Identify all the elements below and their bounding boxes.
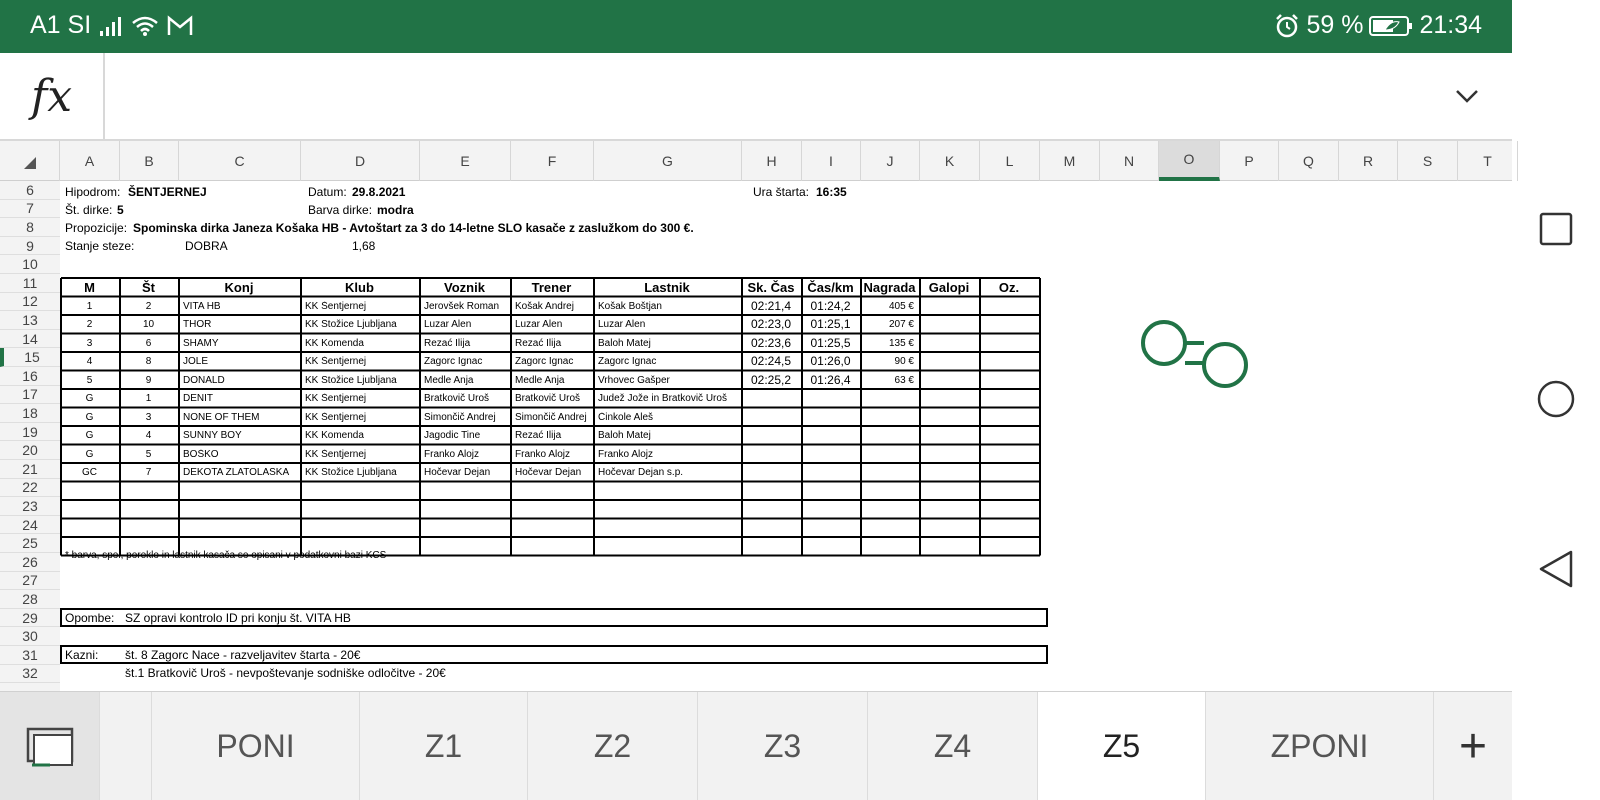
- table-cell[interactable]: Franko Alojz: [515, 448, 571, 460]
- table-cell[interactable]: 135 €: [888, 337, 914, 349]
- row-header-30[interactable]: 30: [0, 627, 60, 646]
- table-cell[interactable]: 3: [145, 411, 152, 423]
- row-header-16[interactable]: 16: [0, 367, 60, 386]
- table-cell[interactable]: Jagodic Tine: [424, 430, 481, 441]
- table-cell[interactable]: 6: [145, 337, 152, 349]
- propozicije-label: Propozicije:: [65, 221, 128, 235]
- table-cell[interactable]: 5: [86, 374, 93, 386]
- table-header-cell: Št: [142, 280, 155, 295]
- table-cell[interactable]: Baloh Matej: [598, 337, 651, 349]
- column-header-p[interactable]: P: [1220, 141, 1279, 181]
- table-cell[interactable]: VITA HB: [183, 300, 221, 312]
- column-header-r[interactable]: R: [1339, 141, 1398, 181]
- column-header-n[interactable]: N: [1100, 141, 1159, 181]
- table-cell[interactable]: 02:24,5: [750, 354, 792, 368]
- table-cell[interactable]: 01:24,2: [810, 298, 851, 313]
- table-cell[interactable]: 02:21,4: [750, 298, 792, 313]
- tab-z2[interactable]: Z2: [528, 692, 698, 800]
- datum-value: 29.8.2021: [352, 185, 406, 199]
- table-header-cell: Galopi: [928, 280, 970, 295]
- home-button[interactable]: [1534, 377, 1578, 421]
- table-cell[interactable]: Rezać Ilija: [515, 430, 562, 441]
- table-cell[interactable]: KK Šentjernej: [305, 448, 367, 460]
- table-cell[interactable]: DEKOTA ZLATOLASKA: [183, 467, 290, 478]
- table-cell[interactable]: KK Šentjernej: [305, 356, 367, 367]
- row-header-17[interactable]: 17: [0, 386, 60, 405]
- table-cell[interactable]: 02:25,2: [750, 372, 792, 387]
- battery-icon: [1369, 14, 1413, 38]
- alarm-icon: [1274, 13, 1300, 39]
- table-cell[interactable]: Simončič Andrej: [515, 411, 587, 423]
- table-cell[interactable]: Zagorc Ignac: [424, 356, 483, 367]
- table-header-cell: Čas/km: [807, 280, 854, 295]
- table-cell[interactable]: KK Stožice Ljubljana: [305, 319, 397, 330]
- table-header-cell: M: [84, 280, 95, 295]
- table-cell[interactable]: G: [85, 448, 94, 460]
- row-header-28[interactable]: 28: [0, 590, 60, 609]
- barva-value: modra: [377, 203, 414, 217]
- carrier-label: A1 SI: [30, 11, 92, 39]
- opombe-label: Opombe:: [65, 611, 115, 625]
- column-header-j[interactable]: J: [861, 141, 920, 181]
- table-header-cell: Lastnik: [644, 280, 690, 295]
- table-cell[interactable]: 02:23,0: [750, 317, 792, 331]
- row-header-15[interactable]: 15: [0, 348, 60, 367]
- column-header-s[interactable]: S: [1398, 141, 1458, 181]
- table-cell[interactable]: Franko Alojz: [598, 448, 654, 460]
- column-header-m[interactable]: M: [1040, 141, 1100, 181]
- gmail-icon: [167, 15, 193, 37]
- table-cell[interactable]: 4: [145, 430, 152, 441]
- sheet-tab-bar: [0, 691, 1512, 800]
- fx-button[interactable]: fx: [0, 53, 105, 139]
- table-cell[interactable]: SHAMY: [183, 337, 219, 349]
- hipodrom-label: Hipodrom:: [65, 185, 121, 199]
- table-cell[interactable]: 3: [86, 337, 93, 349]
- table-cell[interactable]: 2: [86, 319, 93, 330]
- row-header: [0, 181, 60, 691]
- sheets-list-icon: [24, 725, 76, 769]
- table-cell[interactable]: Bratkovič Uroš: [424, 393, 490, 404]
- table-cell[interactable]: JOLE: [183, 356, 209, 367]
- column-header-d[interactable]: D: [301, 141, 420, 181]
- column-header-o[interactable]: O: [1159, 141, 1220, 181]
- row-header-29[interactable]: 29: [0, 609, 60, 628]
- battery-percent: 59 %: [1306, 11, 1364, 39]
- column-header-f[interactable]: F: [511, 141, 594, 181]
- table-header-cell: Klub: [345, 280, 374, 295]
- row-header-19[interactable]: 19: [0, 423, 60, 442]
- table-cell[interactable]: KK Šentjernej: [305, 393, 367, 404]
- table-header-cell: Trener: [531, 280, 572, 295]
- tab-zponi[interactable]: ZPONI: [1206, 692, 1434, 800]
- table-cell[interactable]: 8: [145, 356, 152, 367]
- table-cell[interactable]: Medle Anja: [515, 374, 565, 386]
- stanje-value: DOBRA: [185, 239, 228, 253]
- table-cell[interactable]: Luzar Alen: [424, 319, 472, 330]
- row-header-11[interactable]: 11: [0, 274, 60, 293]
- table-cell[interactable]: G: [85, 430, 94, 441]
- table-cell[interactable]: Hočevar Dejan: [424, 467, 491, 478]
- row-header-14[interactable]: 14: [0, 330, 60, 349]
- clock-time: 21:34: [1419, 11, 1482, 39]
- table-cell[interactable]: 1: [86, 300, 93, 312]
- table-header-cell: Konj: [224, 280, 254, 295]
- system-nav-bar: [1512, 0, 1600, 800]
- tab-z1[interactable]: Z1: [360, 692, 528, 800]
- column-header-c[interactable]: C: [179, 141, 301, 181]
- table-cell[interactable]: 90 €: [894, 356, 914, 367]
- selection-handles-icon[interactable]: [1140, 319, 1252, 391]
- table-cell[interactable]: 01:26,0: [810, 354, 851, 368]
- ura-value: 16:35: [816, 185, 847, 199]
- sheet-view-toggle[interactable]: [0, 692, 100, 800]
- table-cell[interactable]: Hočevar Dejan: [515, 467, 582, 478]
- add-sheet-button[interactable]: +: [1458, 720, 1488, 773]
- table-cell[interactable]: KK Šentjernej: [305, 300, 367, 312]
- recents-button[interactable]: [1534, 207, 1578, 251]
- row-header-22[interactable]: 22: [0, 479, 60, 498]
- kazni-line-2: št.1 Bratkovič Uroš - nevpoštevanje sodniške odločitve - 20€: [125, 666, 446, 680]
- row-header-25[interactable]: 25: [0, 534, 60, 553]
- column-header-b[interactable]: B: [120, 141, 179, 181]
- stanje-label: Stanje steze:: [65, 239, 135, 253]
- table-cell[interactable]: DENIT: [183, 393, 213, 404]
- column-header-q[interactable]: Q: [1279, 141, 1339, 181]
- row-header-18[interactable]: 18: [0, 404, 60, 423]
- table-cell[interactable]: Baloh Matej: [598, 430, 651, 441]
- row-header-10[interactable]: 10: [0, 255, 60, 274]
- table-cell[interactable]: Rezać Ilija: [515, 337, 562, 349]
- circle-icon: [1536, 379, 1576, 419]
- propozicije-value: Spominska dirka Janeza Košaka HB - Avtoštart za 3 do 14-letne SLO kasače z zaslužkom do 300 €.: [133, 221, 694, 235]
- table-cell[interactable]: 2: [145, 300, 152, 312]
- column-header-i[interactable]: I: [802, 141, 861, 181]
- table-cell[interactable]: Simončič Andrej: [424, 411, 496, 423]
- table-cell[interactable]: NONE OF THEM: [183, 411, 260, 423]
- status-bar: [0, 0, 1512, 53]
- row-header-6[interactable]: 6: [0, 181, 60, 200]
- table-cell[interactable]: 9: [145, 374, 152, 386]
- table-cell[interactable]: 01:25,1: [810, 317, 851, 331]
- row-header-8[interactable]: 8: [0, 218, 60, 237]
- table-cell[interactable]: G: [85, 411, 94, 423]
- hipodrom-value: ŠENTJERNEJ: [128, 185, 207, 199]
- stanje-number: 1,68: [352, 239, 376, 253]
- column-header-k[interactable]: K: [920, 141, 980, 181]
- row-header-9[interactable]: 9: [0, 237, 60, 256]
- row-header-12[interactable]: 12: [0, 293, 60, 312]
- square-icon: [1539, 212, 1573, 246]
- table-cell[interactable]: 4: [86, 356, 93, 367]
- table-cell[interactable]: 5: [145, 448, 152, 460]
- table-cell[interactable]: Zagorc Ignac: [598, 356, 657, 367]
- wifi-icon: [131, 15, 159, 37]
- table-cell[interactable]: 01:26,4: [810, 372, 851, 387]
- row-header-26[interactable]: 26: [0, 553, 60, 572]
- opombe-value: SZ opravi kontrolo ID pri konju št. VITA HB: [125, 611, 351, 625]
- datum-label: Datum:: [308, 185, 347, 199]
- table-cell[interactable]: Vrhovec Gašper: [598, 374, 670, 386]
- column-header: [0, 141, 1512, 181]
- table-cell[interactable]: 01:25,5: [810, 335, 851, 350]
- row-header-23[interactable]: 23: [0, 497, 60, 516]
- st-dirke-value: 5: [117, 203, 124, 217]
- table-cell[interactable]: 63 €: [894, 374, 914, 386]
- table-cell[interactable]: Bratkovič Uroš: [515, 393, 581, 404]
- table-cell[interactable]: KK Stožice Ljubljana: [305, 374, 397, 386]
- row-header-32[interactable]: 32: [0, 665, 60, 684]
- table-cell[interactable]: KK Stožice Ljubljana: [305, 467, 397, 478]
- table-cell[interactable]: KK Komenda: [305, 337, 364, 349]
- table-header-cell: Nagrada: [863, 280, 916, 295]
- table-cell[interactable]: Košak Boštjan: [598, 300, 662, 312]
- table-cell[interactable]: Luzar Alen: [515, 319, 563, 330]
- table-cell[interactable]: THOR: [183, 319, 212, 330]
- formula-bar: [0, 53, 1512, 141]
- table-cell[interactable]: 10: [142, 319, 155, 330]
- column-header-l[interactable]: L: [980, 141, 1040, 181]
- row-header-31[interactable]: 31: [0, 646, 60, 665]
- table-cell[interactable]: 1: [145, 393, 152, 404]
- table-cell[interactable]: 405 €: [888, 300, 914, 312]
- table-cell[interactable]: 7: [145, 467, 152, 478]
- select-all-corner[interactable]: [0, 141, 60, 181]
- tab-spacer: [100, 692, 152, 800]
- table-cell[interactable]: Franko Alojz: [424, 448, 480, 460]
- table-cell[interactable]: Medle Anja: [424, 374, 474, 386]
- kazni-label: Kazni:: [65, 648, 99, 662]
- tab-z5[interactable]: Z5: [1038, 692, 1206, 800]
- back-button[interactable]: [1534, 547, 1578, 591]
- column-header-h[interactable]: H: [742, 141, 802, 181]
- formula-input[interactable]: [115, 73, 1415, 121]
- sheet-grid[interactable]: [60, 181, 1512, 691]
- column-header-t[interactable]: T: [1458, 141, 1518, 181]
- table-cell[interactable]: Činkole Aleš: [598, 411, 654, 423]
- tab-poni[interactable]: PONI: [152, 692, 360, 800]
- row-header-20[interactable]: 20: [0, 441, 60, 460]
- table-cell[interactable]: Jerovšek Roman: [424, 300, 500, 312]
- barva-label: Barva dirke:: [308, 203, 373, 217]
- st-dirke-label: Št. dirke:: [65, 203, 113, 217]
- column-header-g[interactable]: G: [594, 141, 742, 181]
- table-cell[interactable]: Košak Andrej: [515, 300, 574, 312]
- table-cell[interactable]: BOŠKO: [183, 448, 219, 460]
- row-header-13[interactable]: 13: [0, 311, 60, 330]
- table-cell[interactable]: DONALD: [183, 374, 225, 386]
- chevron-down-icon[interactable]: [1452, 81, 1482, 111]
- table-cell[interactable]: Zagorc Ignac: [515, 356, 574, 367]
- row-header-27[interactable]: 27: [0, 572, 60, 591]
- table-cell[interactable]: Judež Jože in Bratkovič Uroš: [598, 393, 727, 404]
- row-header-7[interactable]: 7: [0, 200, 60, 219]
- table-cell[interactable]: KK Komenda: [305, 430, 364, 441]
- table-header-cell: Voznik: [444, 280, 485, 295]
- table-cell[interactable]: G: [85, 393, 94, 404]
- table-cell[interactable]: 207 €: [888, 319, 914, 330]
- row-header-24[interactable]: 24: [0, 516, 60, 535]
- table-cell[interactable]: 02:23,6: [750, 335, 792, 350]
- footnote: * barva, spol, poreklo in lastnik kasača so opisani v podatkovni bazi KCS: [65, 550, 387, 561]
- table-header-cell: Sk. Čas: [747, 280, 795, 295]
- signal-icon: [99, 15, 123, 37]
- tab-z3[interactable]: Z3: [698, 692, 868, 800]
- table-cell[interactable]: Luzar Alen: [598, 319, 646, 330]
- row-header-21[interactable]: 21: [0, 460, 60, 479]
- table-header-cell: Oz.: [998, 280, 1020, 295]
- table-cell[interactable]: KK Šentjernej: [305, 411, 367, 423]
- ura-label: Ura štarta:: [753, 185, 810, 199]
- table-cell[interactable]: Rezać Ilija: [424, 337, 471, 349]
- tab-z4[interactable]: Z4: [868, 692, 1038, 800]
- table-cell[interactable]: SUNNY BOY: [183, 430, 242, 441]
- column-header-a[interactable]: A: [60, 141, 120, 181]
- column-header-e[interactable]: E: [420, 141, 511, 181]
- table-cell[interactable]: Hočevar Dejan s.p.: [598, 467, 684, 478]
- table-cell[interactable]: GC: [82, 467, 97, 478]
- kazni-line-1: št. 8 Zagorc Nace - razveljavitev štarta - 20€: [125, 648, 361, 662]
- back-triangle-icon: [1538, 550, 1574, 588]
